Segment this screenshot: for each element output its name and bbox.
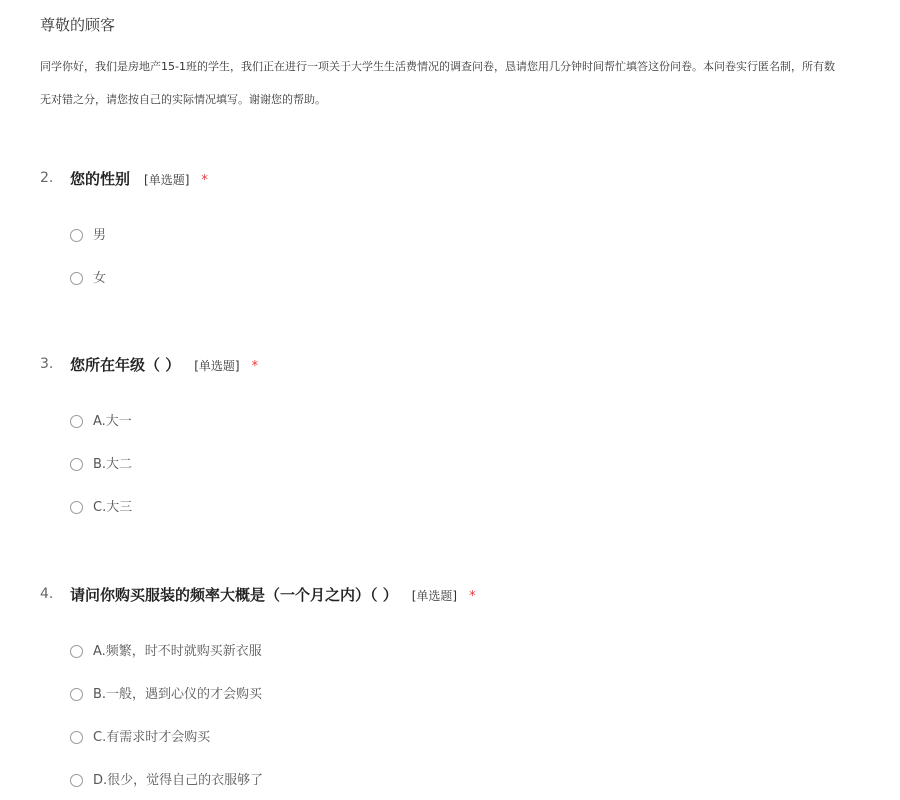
greeting-heading: 尊敬的顾客 [40, 16, 116, 34]
radio-button[interactable] [70, 415, 83, 428]
question-header [40, 168, 900, 192]
option-list [70, 228, 106, 314]
option-label: C.大三 [93, 500, 133, 515]
option-label: B.一般，遇到心仪的才会购买 [93, 687, 263, 702]
radio-button[interactable] [70, 458, 83, 471]
question-clothing-frequency [40, 584, 900, 788]
option-freshman[interactable] [70, 414, 132, 457]
intro-text-line-1: 同学你好，我们是房地产15-1班的学生，我们正在进行一项关于大学生生活费情况的调查问卷，恳请您用几分钟时间帮忙填答这份问卷。本问卷实行匿名制，所有数 [40, 60, 835, 73]
question-title-text: 请问你购买服装的频率大概是（一个月之内）（ ） [70, 586, 398, 604]
question-title [70, 168, 208, 189]
question-type-label: [单选题] [194, 359, 240, 373]
question-number: 3. [40, 356, 54, 372]
question-title [70, 584, 476, 605]
question-type-label: [单选题] [411, 589, 458, 603]
option-frequent[interactable] [70, 644, 263, 687]
question-title-text: 您所在年级（ ） [70, 356, 181, 374]
option-label: D.很少，觉得自己的衣服够了 [93, 773, 264, 788]
option-label: B.大二 [93, 457, 133, 472]
question-gender [40, 168, 900, 286]
radio-button[interactable] [70, 731, 83, 744]
option-label: A.频繁，时不时就购买新衣服 [93, 644, 262, 659]
option-label: C.有需求时才会购买 [93, 730, 211, 745]
option-average[interactable] [70, 687, 263, 730]
question-header [40, 354, 900, 378]
radio-button[interactable] [70, 645, 83, 658]
radio-button[interactable] [70, 688, 83, 701]
option-female[interactable] [70, 271, 106, 314]
radio-button[interactable] [70, 774, 83, 787]
radio-button[interactable] [70, 501, 83, 514]
question-header [40, 584, 900, 608]
question-grade [40, 354, 900, 515]
radio-button[interactable] [70, 229, 83, 242]
option-label: 男 [93, 228, 107, 243]
required-asterisk: * [201, 173, 208, 188]
option-junior[interactable] [70, 500, 132, 543]
option-rarely[interactable] [70, 773, 263, 800]
option-list [70, 644, 263, 800]
question-title-text: 您的性别 [70, 170, 131, 188]
question-number: 4. [40, 586, 54, 602]
option-label: 女 [93, 271, 107, 286]
radio-button[interactable] [70, 272, 83, 285]
question-number: 2. [40, 170, 54, 186]
option-sophomore[interactable] [70, 457, 132, 500]
question-type-label: [单选题] [144, 173, 190, 187]
intro-text-line-2: 无对错之分，请您按自己的实际情况填写。谢谢您的帮助。 [40, 93, 326, 106]
option-male[interactable] [70, 228, 106, 271]
question-title [70, 354, 258, 375]
option-label: A.大一 [93, 414, 132, 429]
option-when-needed[interactable] [70, 730, 263, 773]
option-list [70, 414, 132, 543]
required-asterisk: * [469, 589, 476, 604]
required-asterisk: * [251, 359, 259, 374]
